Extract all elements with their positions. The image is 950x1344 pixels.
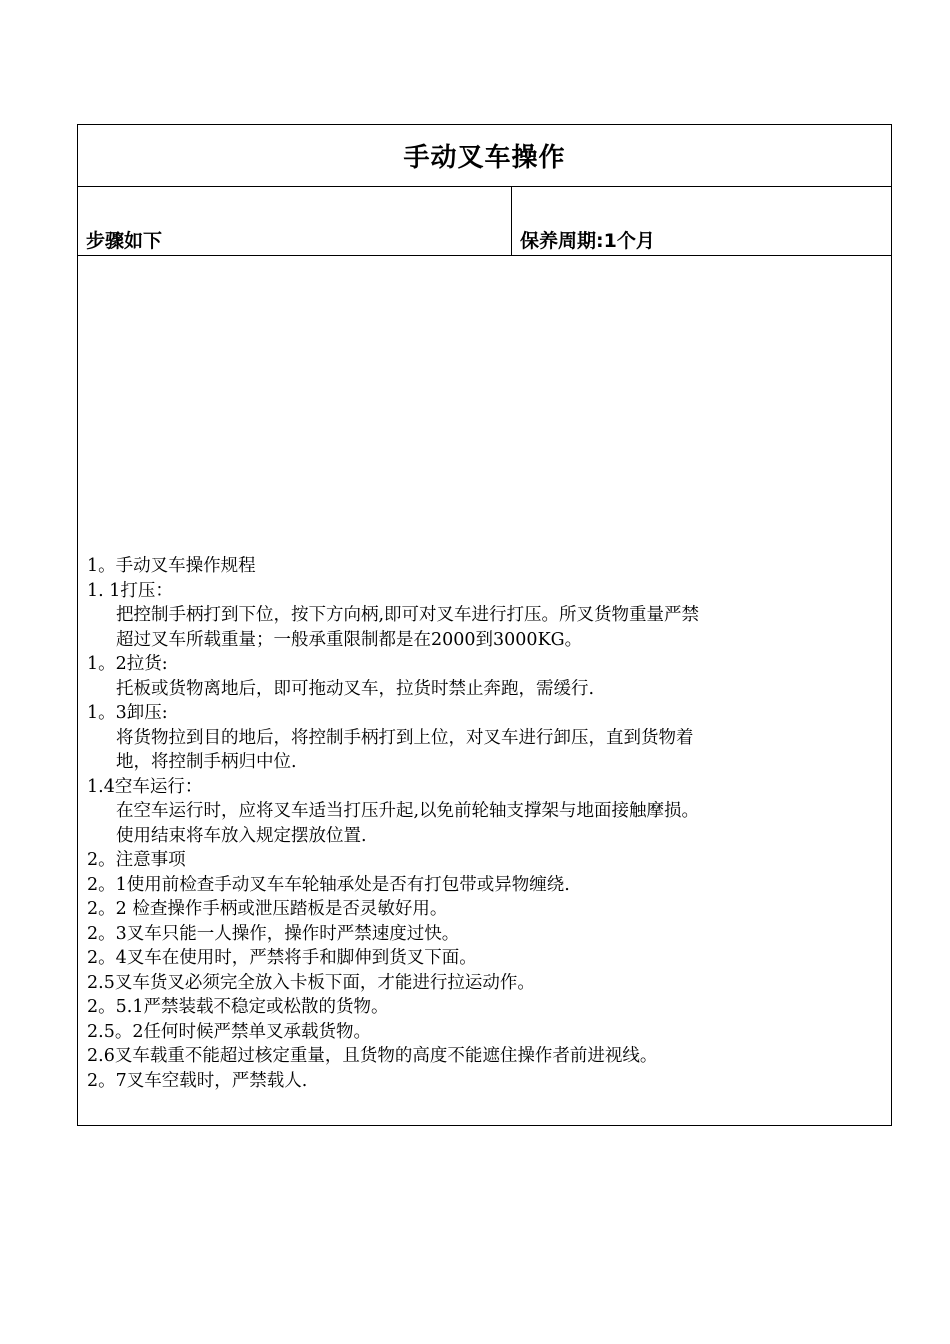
document-title: 手动叉车操作 <box>403 143 566 173</box>
procedure-table <box>77 124 892 1126</box>
step-line: 1.4空车运行： <box>87 776 203 797</box>
step-line: 2.5。2任何时候严禁单叉承载货物。 <box>87 1021 371 1042</box>
step-line: 托板或货物离地后，即可拖动叉车，拉货时禁止奔跑，需缓行. <box>116 678 595 699</box>
step-line: 1. 1打压： <box>87 580 173 601</box>
step-line: 地，将控制手柄归中位. <box>116 752 297 772</box>
steps-label: 步骤如下 <box>86 230 163 252</box>
step-line: 2.6叉车载重不能超过核定重量，且货物的高度不能遮住操作者前进视线。 <box>87 1046 658 1066</box>
steps-list <box>87 554 877 1093</box>
image-area <box>78 256 891 552</box>
title-row <box>78 125 891 187</box>
step-line: 1。手动叉车操作规程 <box>87 556 256 576</box>
step-line: 2。7叉车空载时，严禁载人. <box>87 1070 308 1091</box>
step-line: 2。3叉车只能一人操作，操作时严禁速度过快。 <box>87 923 460 944</box>
step-line: 2.5叉车货叉必须完全放入卡板下面，才能进行拉运动作。 <box>87 972 535 993</box>
step-line: 1。3卸压: <box>87 703 168 723</box>
step-line: 将货物拉到目的地后，将控制手柄打到上位，对叉车进行卸压，直到货物着 <box>116 727 694 748</box>
step-line: 1。2拉货: <box>87 654 168 674</box>
content-cell <box>78 256 891 1125</box>
maintenance-cycle-label: 保养周期:1个月 <box>520 230 655 252</box>
step-line: 超过叉车所载重量；一般承重限制都是在2000到3000KG。 <box>116 629 583 650</box>
meta-row <box>78 187 891 256</box>
step-line: 2。1使用前检查手动叉车车轮轴承处是否有打包带或异物缠绕. <box>87 874 570 895</box>
step-line: 2。5.1严禁装载不稳定或松散的货物。 <box>87 997 389 1017</box>
cycle-header-cell <box>512 187 891 255</box>
step-line: 在空车运行时，应将叉车适当打压升起,以免前轮轴支撑架与地面接触摩损。 <box>116 801 700 821</box>
step-line: 2。注意事项 <box>87 850 186 870</box>
step-line: 2。4叉车在使用时，严禁将手和脚伸到货叉下面。 <box>87 948 477 968</box>
step-line: 2。2 检查操作手柄或泄压踏板是否灵敏好用。 <box>87 899 448 919</box>
steps-header-cell <box>78 187 512 255</box>
step-line: 把控制手柄打到下位，按下方向柄,即可对叉车进行打压。所叉货物重量严禁 <box>116 605 700 625</box>
step-line: 使用结束将车放入规定摆放位置. <box>116 825 367 846</box>
